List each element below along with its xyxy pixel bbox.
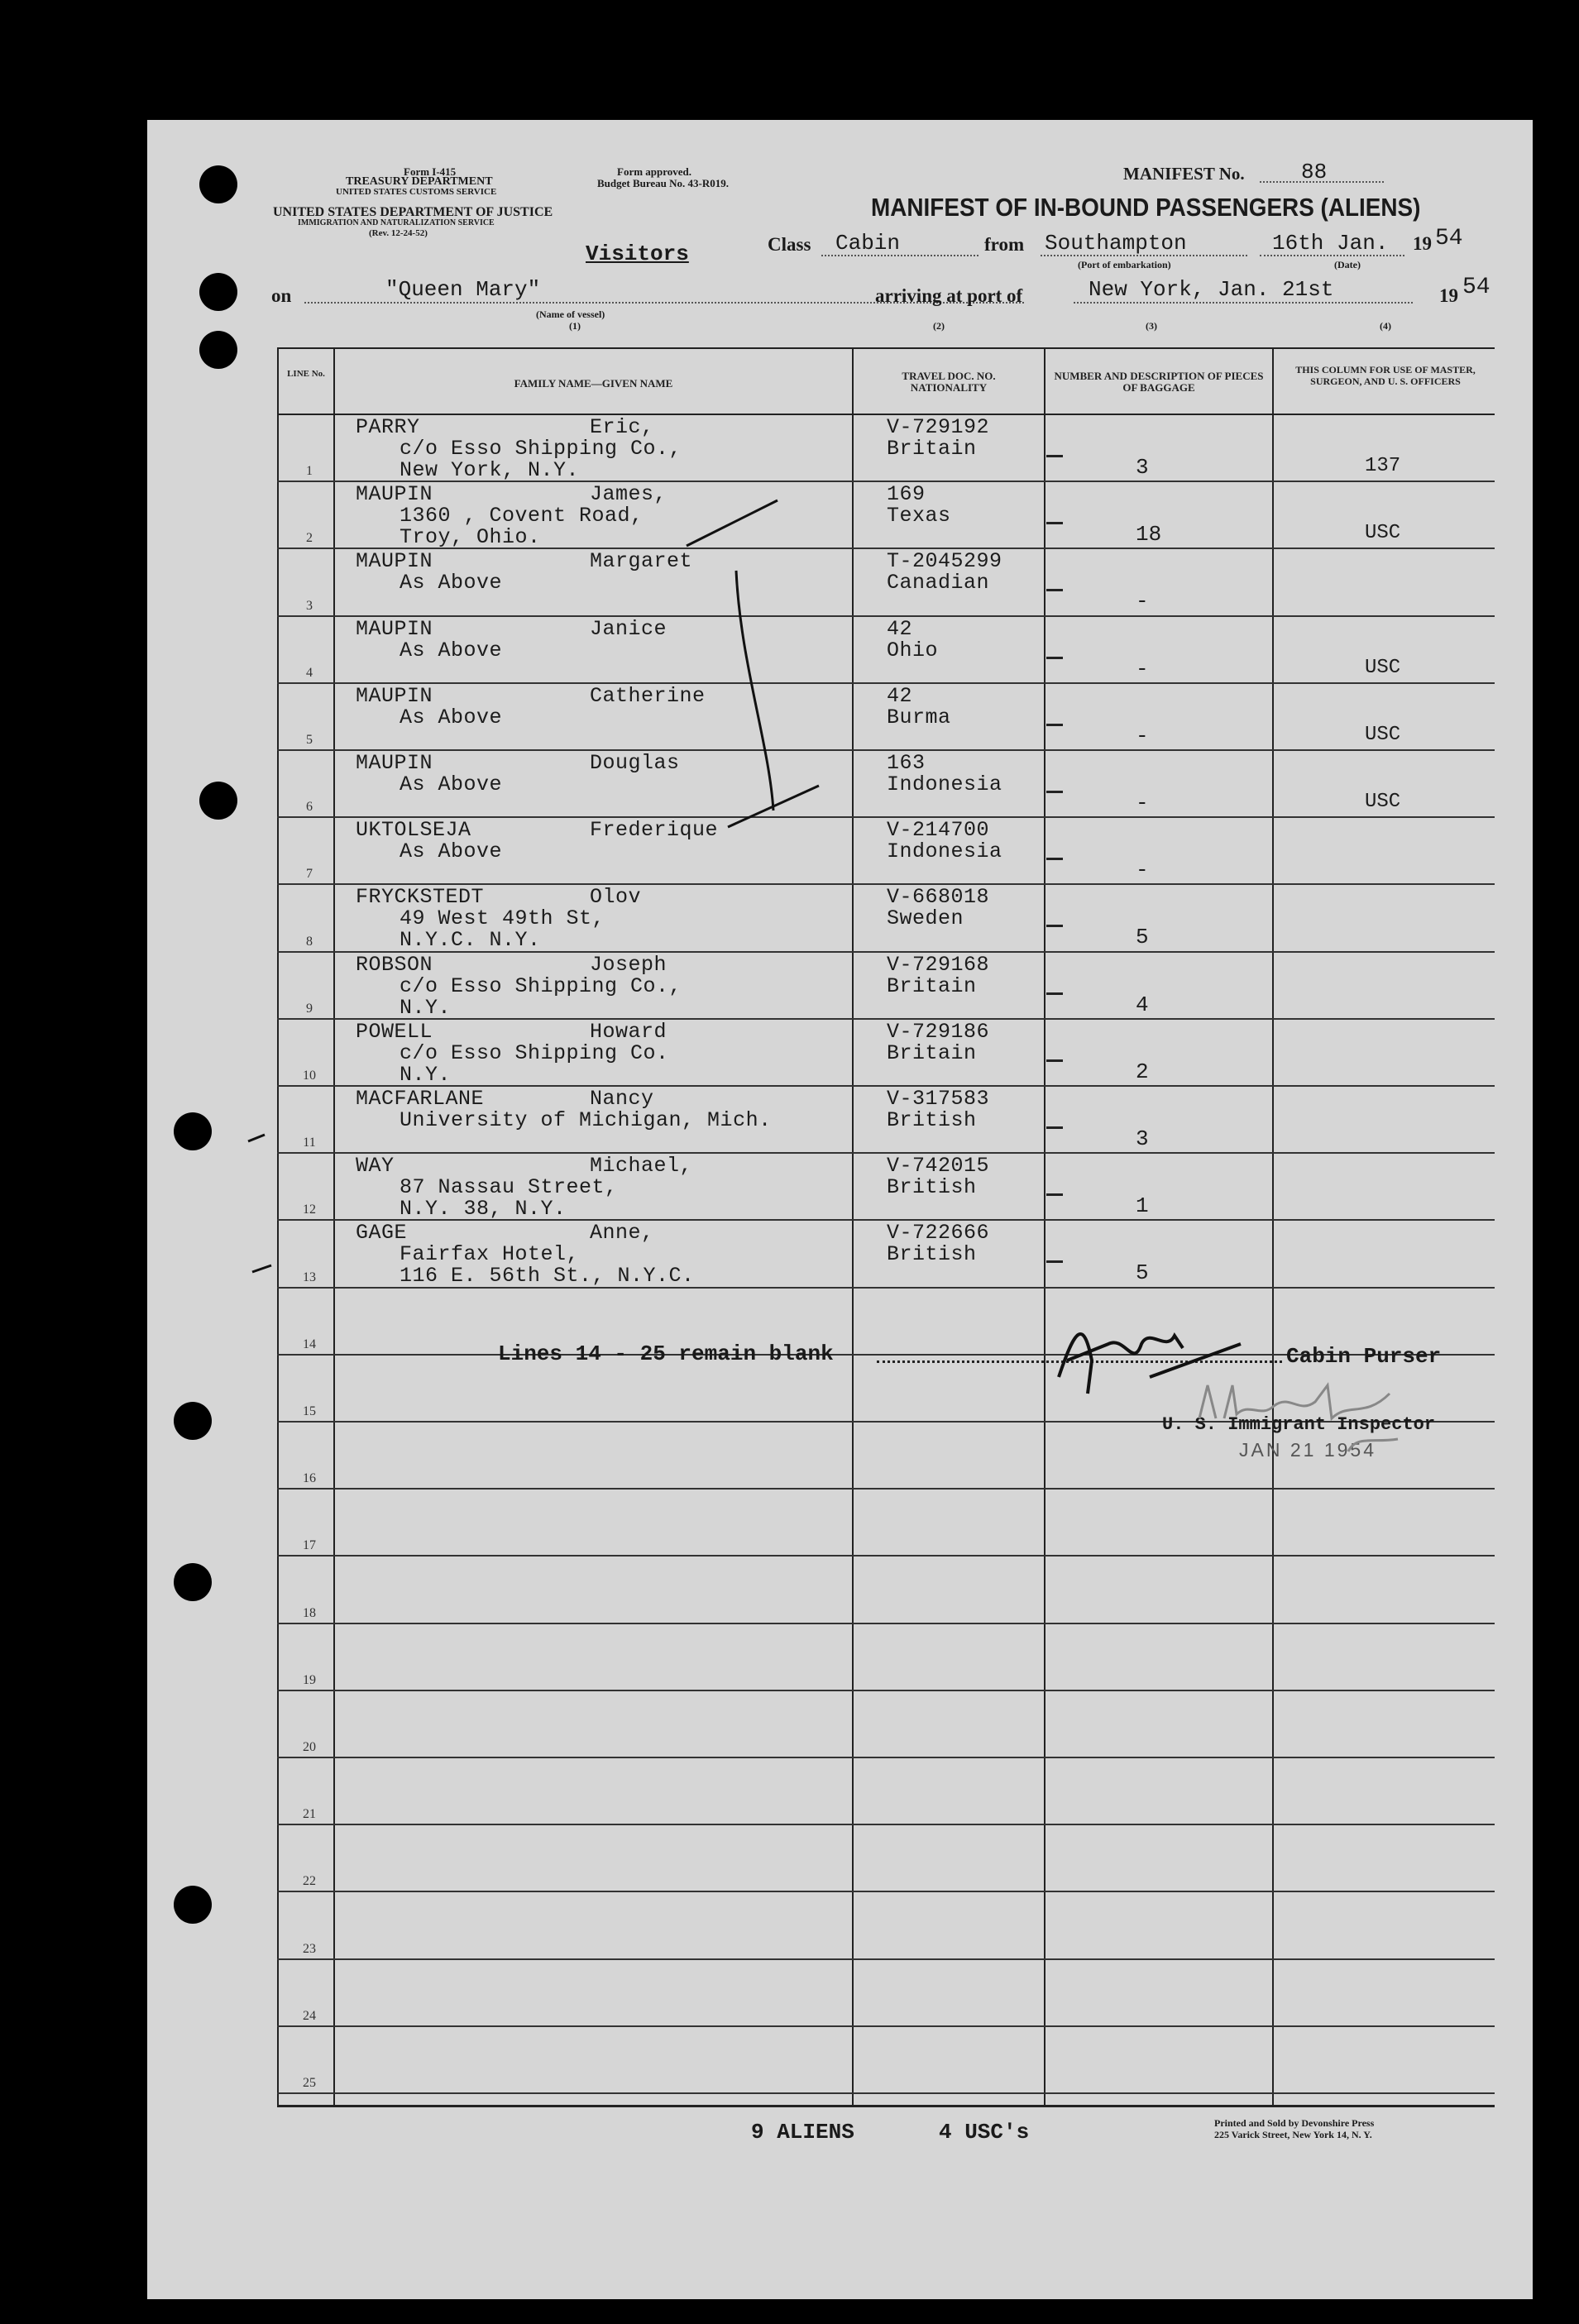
family-name: MAUPIN [356,549,433,574]
travel-doc-number: 42 [887,683,913,708]
punch-hole [199,331,237,369]
date-stamp: JAN 21 1954 [1239,1439,1376,1461]
given-name: Douglas [590,751,680,775]
table-row [277,885,1495,952]
embarkation-date: 16th Jan. [1272,231,1389,256]
travel-doc-number: V-729168 [887,952,990,977]
visitors-label: Visitors [586,241,689,266]
line-number: 1 [306,464,313,479]
address-line-1: As Above [400,571,503,595]
officer-note: USC [1365,522,1401,545]
family-name: MAUPIN [356,751,433,775]
given-name: Michael, [590,1154,693,1179]
table-border-bottom [277,2105,1495,2107]
address-line-2: N.Y.C. N.Y. [400,928,541,953]
address-line-2: Troy, Ohio. [400,525,541,550]
nationality: Indonesia [887,772,1002,796]
officer-note: USC [1365,791,1401,813]
family-name: MACFARLANE [356,1087,485,1111]
travel-doc-number: 169 [887,482,926,507]
header-travel-doc: TRAVEL DOC. NO. NATIONALITY [902,370,996,394]
nationality: Canadian [887,571,990,595]
header-name: FAMILY NAME—GIVEN NAME [514,377,673,390]
travel-doc-number: 163 [887,751,926,775]
arrival-year-prefix: 19 [1439,285,1458,306]
address-line-2: N.Y. [400,995,452,1020]
manifest-number: 88 [1301,160,1328,184]
table-row [277,953,1495,1020]
punch-hole [174,1886,212,1924]
nationality: British [887,1108,977,1132]
arrival-port-date: New York, Jan. 21st [1089,277,1334,302]
table-row [277,1557,1495,1623]
travel-doc-number: V-214700 [887,818,990,843]
check-dash [1046,925,1063,927]
family-name: FRYCKSTEDT [356,885,485,910]
table-row [277,1691,1495,1758]
line-number: 4 [306,665,313,680]
line-number: 3 [306,598,313,613]
vessel-caption: (Name of vessel) [536,308,605,320]
family-name: ROBSON [356,952,433,977]
travel-doc-number: V-742015 [887,1154,990,1179]
nationality: Britain [887,973,977,998]
ins-service: IMMIGRATION AND NATURALIZATION SERVICE [298,218,495,227]
check-dash [1046,1260,1063,1263]
family-name: PARRY [356,415,420,439]
dotted-line [1260,255,1404,256]
given-name: Margaret [590,549,693,574]
address-line-1: c/o Esso Shipping Co., [400,973,682,998]
nationality: Ohio [887,638,939,662]
nationality: Sweden [887,906,964,931]
family-name: MAUPIN [356,616,433,641]
address-line-2: N.Y. 38, N.Y. [400,1197,567,1222]
dotted-line [821,255,979,256]
address-line-1: 1360 , Covent Road, [400,504,644,528]
travel-doc-number: V-722666 [887,1221,990,1246]
baggage-count: 3 [1136,1126,1149,1151]
address-line-2: 116 E. 56th St., N.Y.C. [400,1264,695,1289]
printer-line-2: 225 Varick Street, New York 14, N. Y. [1214,2129,1372,2140]
table-row [277,1825,1495,1892]
baggage-count: 1 [1136,1193,1149,1219]
header-line-no: LINE No. [287,369,325,379]
address-line-1: As Above [400,839,503,864]
form-approved: Form approved. [617,165,692,178]
given-name: Howard [590,1019,667,1044]
given-name: Olov [590,885,642,910]
address-line-1: 87 Nassau Street, [400,1175,618,1200]
address-line-2: N.Y. [400,1062,452,1087]
check-dash [1046,724,1063,726]
immigrant-inspector: U. S. Immigrant Inspector [1162,1414,1436,1435]
nationality: Texas [887,504,951,528]
line-number: 19 [303,1672,316,1687]
line-number: 22 [303,1874,316,1889]
blank-lines-note: Lines 14 - 25 remain blank [498,1341,834,1366]
punch-hole [199,165,237,203]
line-number: 7 [306,867,313,882]
check-dash [1046,1059,1063,1062]
line-number: 20 [303,1739,316,1754]
column-number-1: (1) [569,320,581,332]
line-number: 13 [303,1270,316,1284]
punch-hole [174,1563,212,1601]
line-number: 12 [303,1203,316,1217]
table-row [277,1960,1495,2027]
nationality: Burma [887,705,951,729]
line-number: 17 [303,1538,316,1553]
line-number: 8 [306,934,313,949]
embarkation-year: 54 [1435,226,1463,251]
date-caption: (Date) [1334,259,1361,270]
table-row [277,482,1495,549]
revision: (Rev. 12-24-52) [369,228,428,238]
on-label: on [271,285,292,306]
address-line-1: c/o Esso Shipping Co., [400,437,682,461]
check-dash [1046,455,1063,457]
nationality: British [887,1175,977,1200]
punch-hole [174,1402,212,1440]
table-border-top [277,347,1495,349]
column-number-4: (4) [1380,320,1391,332]
punch-hole [199,273,237,311]
address-line-1: As Above [400,772,503,796]
embarkation-port-caption: (Port of embarkation) [1078,259,1171,270]
baggage-count: - [1136,589,1149,614]
check-dash [1046,992,1063,995]
travel-doc-number: 42 [887,616,913,641]
line-number: 15 [303,1403,316,1418]
address-line-1: As Above [400,705,503,729]
table-row [277,1758,1495,1825]
line-number: 14 [303,1337,316,1351]
customs-service: UNITED STATES CUSTOMS SERVICE [336,187,497,197]
given-name: Janice [590,616,667,641]
budget-bureau: Budget Bureau No. 43-R019. [597,177,730,189]
check-dash [1046,1193,1063,1196]
given-name: Anne, [590,1221,654,1246]
given-name: Catherine [590,683,706,708]
cabin-purser: Cabin Purser [1286,1344,1442,1369]
table-row [277,2027,1495,2094]
table-row [277,1154,1495,1221]
travel-doc-number: V-668018 [887,885,990,910]
table-row [277,818,1495,885]
manifest-number-label: MANIFEST No. [1123,164,1245,184]
table-row [277,1892,1495,1959]
punch-hole [199,782,237,820]
check-dash [1046,522,1063,524]
punch-hole [174,1112,212,1150]
address-line-1: University of Michigan, Mich. [400,1108,772,1132]
given-name: Joseph [590,952,667,977]
address-line-1: As Above [400,638,503,662]
table-row [277,1087,1495,1154]
check-dash [1046,657,1063,659]
column-number-3: (3) [1146,320,1157,332]
nationality: British [887,1242,977,1267]
address-line-1: 49 West 49th St, [400,906,605,931]
given-name: Frederique [590,818,719,843]
line-number: 18 [303,1605,316,1620]
baggage-count: - [1136,791,1149,815]
header-officers: THIS COLUMN FOR USE OF MASTER, SURGEON, AND U. S. OFFICERS [1295,364,1476,387]
line-number: 2 [306,531,313,546]
travel-doc-number: V-729192 [887,415,990,439]
year-prefix: 19 [1413,233,1432,254]
check-dash [1046,589,1063,591]
officer-note: USC [1365,723,1401,746]
family-name: GAGE [356,1221,408,1246]
dotted-line [1260,181,1384,183]
line-number: 9 [306,1001,313,1016]
table-row [277,549,1495,616]
baggage-count: 2 [1136,1059,1149,1084]
form-number: Form I-415 [404,165,457,178]
table-row [277,751,1495,818]
table-row [277,684,1495,751]
family-name: MAUPIN [356,482,433,507]
officer-note: 137 [1365,455,1401,477]
address-line-2: New York, N.Y. [400,458,580,482]
header-baggage: NUMBER AND DESCRIPTION OF PIECES OF BAGGAGE [1054,370,1264,394]
baggage-count: 5 [1136,925,1149,950]
table-row [277,1221,1495,1288]
row-rule [277,2092,1495,2094]
travel-doc-number: V-317583 [887,1087,990,1111]
family-name: WAY [356,1154,395,1179]
travel-doc-number: T-2045299 [887,549,1002,574]
vessel-name: "Queen Mary" [385,277,541,302]
line-number: 5 [306,732,313,747]
baggage-count: 18 [1136,522,1162,548]
class-label: Class [768,234,811,255]
baggage-count: 5 [1136,1260,1149,1286]
aliens-count: 9 ALIENS [751,2120,854,2145]
address-line-1: Fairfax Hotel, [400,1242,580,1267]
family-name: POWELL [356,1019,433,1044]
justice-dept: UNITED STATES DEPARTMENT OF JUSTICE [273,205,553,219]
dotted-line [1074,302,1413,304]
line-number: 24 [303,2008,316,2023]
family-name: MAUPIN [356,683,433,708]
baggage-count: 4 [1136,992,1149,1017]
printer-line-1: Printed and Sold by Devonshire Press [1214,2117,1375,2129]
given-name: Nancy [590,1087,654,1111]
family-name: UKTOLSEJA [356,818,471,843]
line-number: 16 [303,1471,316,1486]
table-row [277,1490,1495,1557]
table-row [277,1020,1495,1087]
table-row [277,1624,1495,1691]
check-dash [1046,1126,1063,1129]
inspector-signature [1183,1369,1431,1460]
baggage-count: - [1136,723,1149,748]
given-name: James, [590,482,667,507]
embarkation-port: Southampton [1045,231,1187,256]
check-dash [1046,791,1063,793]
from-label: from [984,234,1025,255]
address-line-1: c/o Esso Shipping Co. [400,1040,669,1065]
travel-doc-number: V-729186 [887,1019,990,1044]
table-row [277,617,1495,684]
check-dash [1046,858,1063,860]
arrival-year: 54 [1462,275,1490,300]
line-number: 21 [303,1807,316,1822]
dotted-line [1041,255,1247,256]
treasury-dept: TREASURY DEPARTMENT [346,175,493,188]
usc-count: 4 USC's [939,2120,1030,2145]
nationality: Britain [887,1040,977,1065]
table-row [277,415,1495,482]
given-name: Eric, [590,415,654,439]
line-number: 25 [303,2075,316,2090]
baggage-count: - [1136,858,1149,883]
line-number: 6 [306,800,313,815]
line-number: 11 [303,1136,316,1150]
line-number: 10 [303,1068,316,1083]
nationality: Britain [887,437,977,461]
arriving-label: arriving at port of [875,285,1023,306]
manifest-title: MANIFEST OF IN-BOUND PASSENGERS (ALIENS) [871,193,1421,222]
column-number-2: (2) [933,320,945,332]
class-value: Cabin [835,231,901,256]
nationality: Indonesia [887,839,1002,864]
baggage-count: - [1136,656,1149,681]
officer-note: USC [1365,656,1401,679]
baggage-count: 3 [1136,455,1149,480]
line-number: 23 [303,1941,316,1956]
